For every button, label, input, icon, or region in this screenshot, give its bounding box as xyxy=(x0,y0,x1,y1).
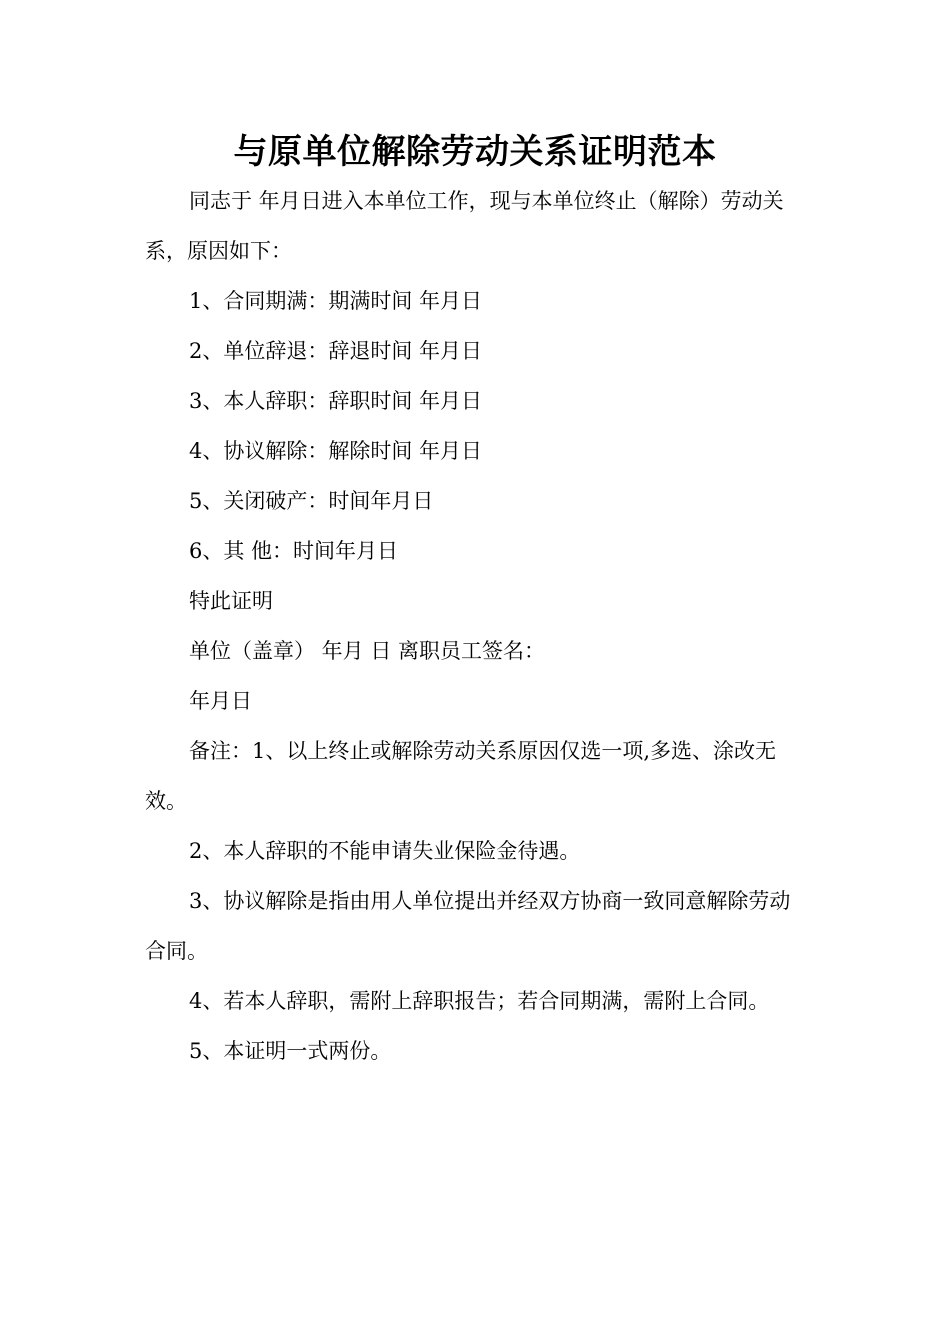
reason-contract-expiry: 1、合同期满：期满时间 年月日 xyxy=(189,289,483,313)
reason-dismissal: 2、单位辞退：辞退时间 年月日 xyxy=(189,339,483,363)
note-item: 2、本人辞职的不能申请失业保险金待遇。 xyxy=(189,839,581,863)
note-item: 3、协议解除是指由用人单位提出并经双方协商一致同意解除劳动合同。 xyxy=(145,889,791,963)
note-item: 5、本证明一式两份。 xyxy=(189,1039,392,1063)
note-item: 备注：1、以上终止或解除劳动关系原因仅选一项,多选、涂改无效。 xyxy=(145,739,777,813)
certify-line: 特此证明 xyxy=(189,589,273,613)
document-title: 与原单位解除劳动关系证明范本 xyxy=(233,132,717,172)
note-item: 4、若本人辞职，需附上辞职报告；若合同期满，需附上合同。 xyxy=(189,989,770,1013)
intro-paragraph: 同志于 年月日进入本单位工作，现与本单位终止（解除）劳动关系，原因如下： xyxy=(145,189,784,263)
reason-agreement: 4、协议解除：解除时间 年月日 xyxy=(189,439,483,463)
reason-resignation: 3、本人辞职：辞职时间 年月日 xyxy=(189,389,483,413)
reason-other: 6、其 他：时间年月日 xyxy=(189,539,399,563)
date-line: 年月日 xyxy=(189,689,252,713)
signature-line: 单位（盖章） 年月 日 离职员工签名： xyxy=(189,639,546,663)
reason-bankruptcy: 5、关闭破产：时间年月日 xyxy=(189,489,434,513)
document-body xyxy=(145,176,810,1076)
